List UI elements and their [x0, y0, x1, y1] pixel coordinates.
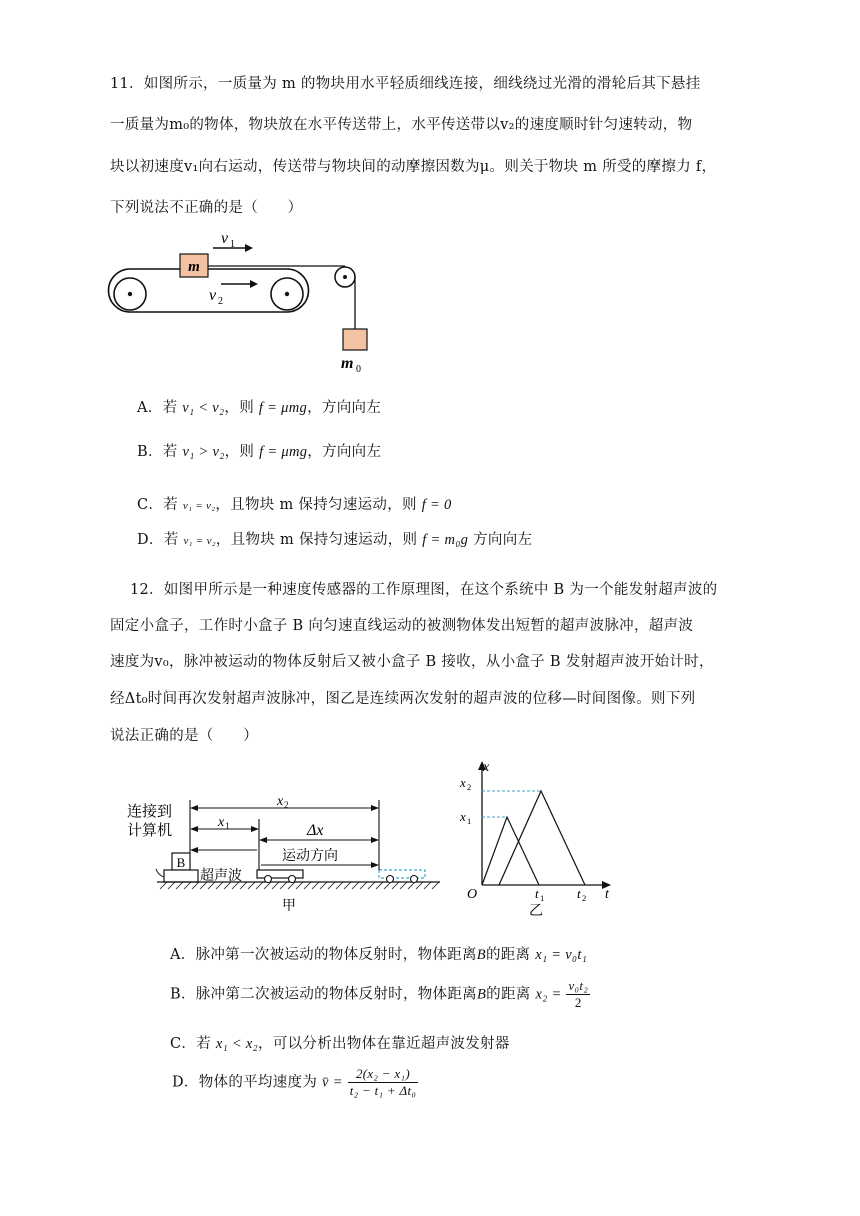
yi-x2: x: [460, 775, 466, 790]
q12-stem-line-4: 经Δt₀时间再次发射超声波脉冲，图乙是连续两次发射的超声波的位移—时间图像。则下列: [110, 691, 696, 707]
yi-x1: x: [460, 809, 466, 824]
hanging-mass: [343, 329, 367, 350]
jia-caption: 甲: [282, 898, 296, 914]
q11-option-b[interactable]: B．若 v₁ > v₂，则 f = μmg，方向向左: [137, 444, 382, 460]
q12-b-fraction: $\frac{\text{v₀t₂}}{2}$: [568, 978, 589, 1010]
yi-caption: 乙: [529, 903, 543, 919]
jia-x2: x: [277, 794, 284, 809]
q12-stem-line-5: 说法正确的是（ ）: [110, 728, 258, 744]
q11-stem-line-1: 11．如图所示，一质量为 m 的物块用水平轻质细线连接，细线绕过光滑的滑轮后其下悬挂: [110, 76, 701, 92]
wave-label: 超声波: [200, 868, 242, 884]
q11-option-a[interactable]: A．若 v₁ < v₂，则 f = μmg，方向向左: [137, 400, 382, 416]
jia-x1-sub: 1: [225, 821, 230, 831]
block-m-label: m: [188, 259, 200, 275]
q12-fig-jia: [122, 795, 442, 915]
cart-1: [257, 870, 303, 878]
yi-x1-sub: 1: [467, 816, 472, 826]
first-pulse-line: [482, 817, 539, 885]
hang-label: m: [341, 355, 354, 372]
yi-origin: O: [467, 887, 478, 902]
v2-sub: 2: [218, 296, 223, 307]
yi-t2-sub: 2: [582, 893, 587, 903]
v1-label: v: [221, 230, 229, 247]
q12-option-d[interactable]: D．物体的平均速度为 v̄ = $\frac{\text{2(x₂ − x₁)}}{\text{t₂ − t₁ + Δt₀}}$: [172, 1066, 417, 1098]
yi-t1: t: [535, 886, 539, 901]
q12-option-b[interactable]: B．脉冲第二次被运动的物体反射时，物体距离B的距离 x₂ = $\frac{\text{v₀t₂}}{2}$: [170, 978, 589, 1010]
cart-2: [379, 870, 425, 878]
q11-conveyor-figure: [105, 222, 385, 375]
q11-stem-line-2: 一质量为m₀的物体，物块放在水平传送带上，水平传送带以v₂的速度顺时针匀速转动，物: [110, 117, 693, 133]
yi-t2: t: [577, 886, 581, 901]
q11-stem-line-3: 块以初速度v₁向右运动，传送带与物块间的动摩擦因数为μ。则关于物块 m 所受的摩擦力 f，: [110, 159, 717, 175]
jia-dx: Δx: [307, 822, 324, 839]
yi-y-axis: x: [483, 760, 490, 775]
computer-label-1: 连接到: [127, 802, 173, 820]
computer-label-2: 计算机: [127, 821, 173, 839]
q12-stem-line-2: 固定小盒子，工作时小盒子 B 向匀速直线运动的被测物体发出短暂的超声波脉冲，超声波: [110, 618, 694, 634]
q12-option-c[interactable]: C．若 x₁ < x₂，可以分析出物体在靠近超声波发射器: [170, 1036, 510, 1052]
q12-option-a[interactable]: A．脉冲第一次被运动的物体反射时，物体距离B的距离 x₁ = v₀t₁: [170, 947, 588, 963]
jia-x2-sub: 2: [284, 800, 289, 810]
q11-stem-line-4: 下列说法不正确的是（ ）: [110, 200, 303, 216]
q12-fig-yi: [455, 755, 625, 919]
yi-x-axis: t: [605, 887, 609, 902]
yi-t1-sub: 1: [540, 893, 545, 903]
q11-option-d[interactable]: D．若 v₁ = v₂，且物块 m 保持匀速运动，则 f = m₀g 方向向左: [137, 532, 533, 548]
q12-stem-line-1: 12．如图甲所示是一种速度传感器的工作原理图，在这个系统中 B 为一个能发射超声波的: [130, 582, 718, 598]
v2-label: v: [209, 287, 217, 304]
hang-sub: 0: [356, 364, 361, 375]
motion-label: 运动方向: [282, 848, 338, 864]
second-pulse-line: [499, 791, 585, 885]
q11-option-c[interactable]: C．若 v₁ = v₂，且物块 m 保持匀速运动，则 f = 0: [137, 497, 452, 513]
v1-sub: 1: [230, 239, 235, 250]
box-b-label: B: [176, 855, 186, 870]
q12-stem-line-3: 速度为v₀，脉冲被运动的物体反射后又被小盒子 B 接收，从小盒子 B 发射超声波开始计时，: [110, 654, 714, 670]
q12-d-fraction: $\frac{\text{2(x₂ − x₁)}}{\text{t₂ − t₁ + Δt₀}}$: [349, 1066, 417, 1098]
yi-x2-sub: 2: [467, 782, 472, 792]
jia-x1: x: [218, 815, 225, 830]
